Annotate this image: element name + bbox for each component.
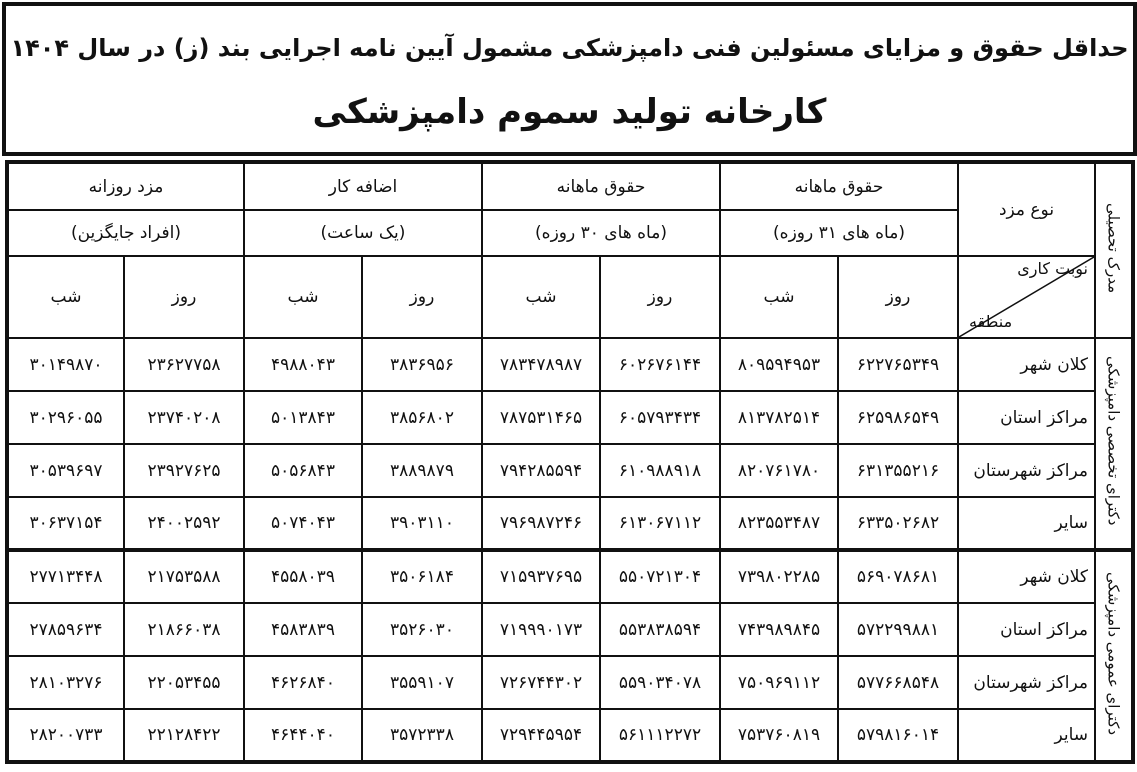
- day-header: روز: [600, 256, 720, 338]
- group-title-2: حقوق ماهانه: [482, 162, 720, 210]
- value-cell: ۶۳۱۳۵۵۲۱۶: [838, 444, 958, 497]
- education-level-cell: [1095, 550, 1133, 762]
- value-cell: ۴۶۲۶۸۴۰: [244, 656, 362, 709]
- value-cell: ۲۸۱۰۳۲۷۶: [7, 656, 124, 709]
- education-level: دکترای تخصصی دامپزشکی: [1104, 356, 1123, 526]
- value-cell: ۲۱۸۶۶۰۳۸: [124, 603, 244, 656]
- value-cell: ۳۸۸۹۸۷۹: [362, 444, 482, 497]
- value-cell: ۲۷۷۱۳۴۴۸: [7, 550, 124, 603]
- value-cell: ۲۲۱۲۸۴۲۲: [124, 709, 244, 762]
- value-cell: ۵۵۹۰۳۴۰۷۸: [600, 656, 720, 709]
- document-subtitle: کارخانه تولید سموم دامپزشکی: [312, 92, 827, 132]
- value-cell: ۲۳۹۲۷۶۲۵: [124, 444, 244, 497]
- value-cell: ۵۷۷۶۶۸۵۴۸: [838, 656, 958, 709]
- value-cell: ۳۰۵۳۹۶۹۷: [7, 444, 124, 497]
- value-cell: ۷۱۹۹۹۰۱۷۳: [482, 603, 600, 656]
- region-cell: سایر: [958, 497, 1095, 550]
- value-cell: ۷۵۰۹۶۹۱۱۲: [720, 656, 838, 709]
- value-cell: ۵۷۲۲۹۹۸۸۱: [838, 603, 958, 656]
- table-row: [7, 497, 1133, 550]
- value-cell: ۵۰۱۳۸۴۳: [244, 391, 362, 444]
- value-cell: ۲۳۶۲۷۷۵۸: [124, 338, 244, 391]
- value-cell: ۴۵۵۸۰۳۹: [244, 550, 362, 603]
- value-cell: ۶۲۵۹۸۶۵۴۹: [838, 391, 958, 444]
- region-cell: کلان شهر: [958, 338, 1095, 391]
- region-cell: کلان شهر: [958, 550, 1095, 603]
- wage-type-header: نوع مزد: [958, 162, 1095, 256]
- table-row: [7, 709, 1133, 762]
- table-row: [7, 656, 1133, 709]
- value-cell: ۲۲۰۵۳۴۵۵: [124, 656, 244, 709]
- value-cell: ۶۳۳۵۰۲۶۸۲: [838, 497, 958, 550]
- value-cell: ۷۹۶۹۸۷۲۴۶: [482, 497, 600, 550]
- group-title-4: مزد روزانه: [7, 162, 244, 210]
- value-cell: ۳۹۰۳۱۱۰: [362, 497, 482, 550]
- night-header: شب: [244, 256, 362, 338]
- diagonal-header: [958, 256, 1095, 338]
- value-cell: ۳۰۶۳۷۱۵۴: [7, 497, 124, 550]
- value-cell: ۵۵۰۷۲۱۳۰۴: [600, 550, 720, 603]
- value-cell: ۳۸۳۶۹۵۶: [362, 338, 482, 391]
- value-cell: ۳۰۱۴۹۸۷۰: [7, 338, 124, 391]
- group-subtitle-4: (افراد جایگزین): [7, 210, 244, 256]
- value-cell: ۵۶۱۱۱۲۲۷۲: [600, 709, 720, 762]
- value-cell: ۷۸۳۴۷۸۹۸۷: [482, 338, 600, 391]
- region-label: منطقه: [969, 312, 1013, 331]
- value-cell: ۷۲۶۷۴۴۳۰۲: [482, 656, 600, 709]
- value-cell: ۶۰۵۷۹۳۴۳۴: [600, 391, 720, 444]
- value-cell: ۷۱۵۹۳۷۶۹۵: [482, 550, 600, 603]
- value-cell: ۲۸۲۰۰۷۳۳: [7, 709, 124, 762]
- group-subtitle-2: (ماه های ۳۰ روزه): [482, 210, 720, 256]
- region-cell: مراکز شهرستان: [958, 656, 1095, 709]
- value-cell: ۵۷۹۸۱۶۰۱۴: [838, 709, 958, 762]
- value-cell: ۶۱۳۰۶۷۱۱۲: [600, 497, 720, 550]
- value-cell: ۶۲۲۷۶۵۳۴۹: [838, 338, 958, 391]
- group-title-1: حقوق ماهانه: [720, 162, 958, 210]
- value-cell: ۴۵۸۳۸۳۹: [244, 603, 362, 656]
- value-cell: ۲۴۰۰۲۵۹۲: [124, 497, 244, 550]
- value-cell: ۵۶۹۰۷۸۶۸۱: [838, 550, 958, 603]
- day-header: روز: [362, 256, 482, 338]
- table-row: [7, 391, 1133, 444]
- title-box: [2, 2, 1137, 156]
- value-cell: ۴۶۴۴۰۴۰: [244, 709, 362, 762]
- table-row: [7, 603, 1133, 656]
- region-cell: مراکز استان: [958, 391, 1095, 444]
- group-subtitle-1: (ماه های ۳۱ روزه): [720, 210, 958, 256]
- value-cell: ۷۹۴۲۸۵۵۹۴: [482, 444, 600, 497]
- value-cell: ۴۹۸۸۰۴۳: [244, 338, 362, 391]
- shift-label: نوبت کاری: [1017, 259, 1088, 278]
- value-cell: ۳۵۷۲۳۳۸: [362, 709, 482, 762]
- education-level-cell: [1095, 338, 1133, 550]
- value-cell: ۳۰۲۹۶۰۵۵: [7, 391, 124, 444]
- table-row: [7, 550, 1133, 603]
- value-cell: ۵۵۳۸۳۸۵۹۴: [600, 603, 720, 656]
- region-cell: سایر: [958, 709, 1095, 762]
- education-header: مدرک تحصیلی: [1104, 202, 1123, 294]
- document-title: حداقل حقوق و مزایای مسئولین فنی دامپزشکی مشمول آیین نامه اجرایی بند (ز) در سال ۱۴۰۴: [10, 34, 1129, 62]
- value-cell: ۷۳۹۸۰۲۲۸۵: [720, 550, 838, 603]
- value-cell: ۲۷۸۵۹۶۳۴: [7, 603, 124, 656]
- value-cell: ۷۴۳۹۸۹۸۴۵: [720, 603, 838, 656]
- value-cell: ۷۲۹۴۴۵۹۵۴: [482, 709, 600, 762]
- value-cell: ۲۱۷۵۳۵۸۸: [124, 550, 244, 603]
- value-cell: ۳۵۰۶۱۸۴: [362, 550, 482, 603]
- education-level: دکترای عمومی دامپزشکی: [1104, 571, 1123, 735]
- table-row: [7, 338, 1133, 391]
- night-header: شب: [720, 256, 838, 338]
- value-cell: ۶۱۰۹۸۸۹۱۸: [600, 444, 720, 497]
- day-header: روز: [838, 256, 958, 338]
- value-cell: ۸۰۹۵۹۴۹۵۳: [720, 338, 838, 391]
- night-header: شب: [7, 256, 124, 338]
- value-cell: ۳۵۲۶۰۳۰: [362, 603, 482, 656]
- value-cell: ۳۸۵۶۸۰۲: [362, 391, 482, 444]
- group-subtitle-3: (یک ساعت): [244, 210, 482, 256]
- value-cell: ۳۵۵۹۱۰۷: [362, 656, 482, 709]
- group-title-3: اضافه کار: [244, 162, 482, 210]
- value-cell: ۷۸۷۵۳۱۴۶۵: [482, 391, 600, 444]
- value-cell: ۶۰۲۶۷۶۱۴۴: [600, 338, 720, 391]
- wage-table: [5, 160, 1135, 764]
- value-cell: ۷۵۳۷۶۰۸۱۹: [720, 709, 838, 762]
- value-cell: ۲۳۷۴۰۲۰۸: [124, 391, 244, 444]
- night-header: شب: [482, 256, 600, 338]
- region-cell: مراکز شهرستان: [958, 444, 1095, 497]
- value-cell: ۸۲۰۷۶۱۷۸۰: [720, 444, 838, 497]
- value-cell: ۸۱۳۷۸۲۵۱۴: [720, 391, 838, 444]
- value-cell: ۵۰۷۴۰۴۳: [244, 497, 362, 550]
- table-row: [7, 444, 1133, 497]
- region-cell: مراکز استان: [958, 603, 1095, 656]
- value-cell: ۸۲۳۵۵۳۴۸۷: [720, 497, 838, 550]
- value-cell: ۵۰۵۶۸۴۳: [244, 444, 362, 497]
- education-header-cell: [1095, 162, 1133, 338]
- day-header: روز: [124, 256, 244, 338]
